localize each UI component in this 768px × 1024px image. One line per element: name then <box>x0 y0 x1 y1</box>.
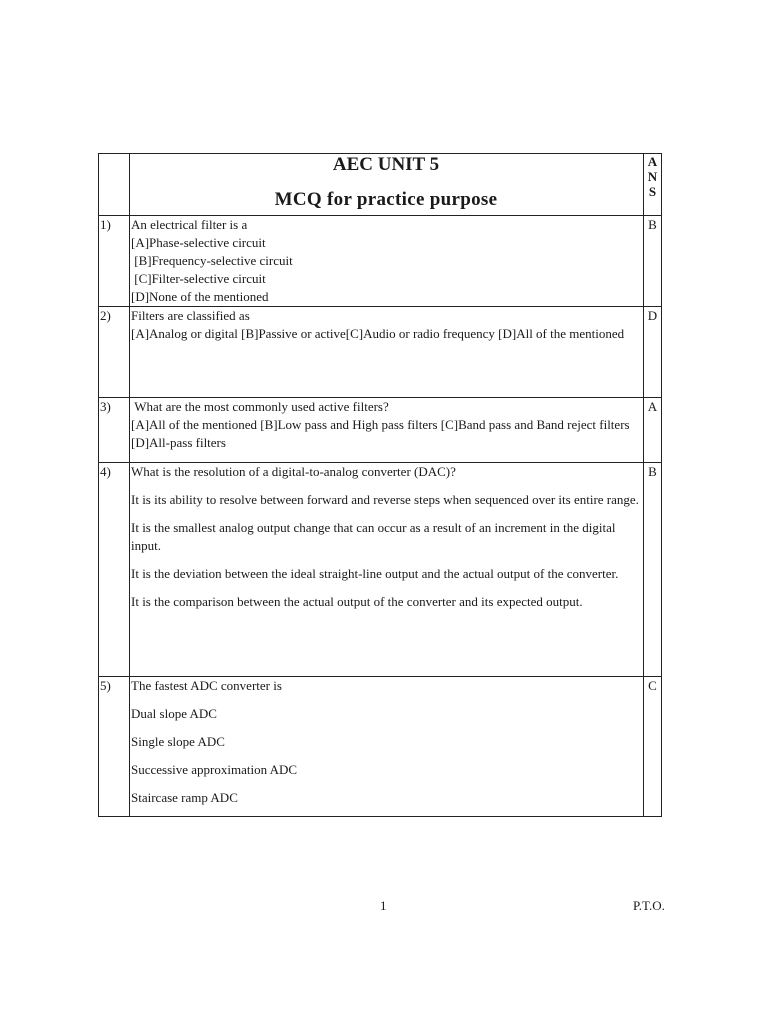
question-line: What are the most commonly used active filters? <box>131 399 389 414</box>
mcq-table <box>98 153 662 817</box>
question-text <box>130 216 644 307</box>
question-number: 2) <box>99 307 130 398</box>
ans-header-letter: N <box>647 169 658 184</box>
option-text: It is the deviation between the ideal straight-line output and the actual output of the converter. <box>131 566 619 581</box>
question-row <box>99 463 662 677</box>
question-line: [B]Frequency-selective circuit <box>131 253 293 268</box>
ans-header-cell <box>644 154 662 216</box>
question-line: [A]Phase-selective circuit <box>131 235 266 250</box>
question-row <box>99 677 662 817</box>
page-number: 1 <box>380 898 387 913</box>
question-line: An electrical filter is a <box>131 217 248 232</box>
answer-cell: B <box>644 463 662 677</box>
question-line: [A]All of the mentioned [B]Low pass and High pass filters [C]Band pass and Band reject filters [D]All-pass filters <box>131 417 633 450</box>
option-text: Staircase ramp ADC <box>131 790 238 805</box>
question-number: 3) <box>99 398 130 463</box>
question-text <box>130 463 644 677</box>
table-header-row <box>99 154 662 216</box>
question-number: 1) <box>99 216 130 307</box>
question-line: The fastest ADC converter is <box>131 678 282 693</box>
question-line: [A]Analog or digital [B]Passive or active[C]Audio or radio frequency [D]All of the mentioned <box>131 326 625 341</box>
answer-cell: B <box>644 216 662 307</box>
document-subtitle: MCQ for practice purpose <box>274 189 498 210</box>
question-line: What is the resolution of a digital-to-analog converter (DAC)? <box>131 464 456 479</box>
option-text: Dual slope ADC <box>131 706 217 721</box>
question-line: [C]Filter-selective circuit <box>131 271 266 286</box>
question-text <box>130 307 644 398</box>
document-title: AEC UNIT 5 <box>332 154 440 175</box>
ans-header-letter: A <box>647 154 658 169</box>
question-line: Filters are classified as <box>131 308 250 323</box>
option-text: Successive approximation ADC <box>131 762 298 777</box>
pto-label: P.T.O. <box>633 898 665 913</box>
option-text: Single slope ADC <box>131 734 225 749</box>
answer-cell: D <box>644 307 662 398</box>
question-row <box>99 216 662 307</box>
question-number: 5) <box>99 677 130 817</box>
option-text: It is the comparison between the actual output of the converter and its expected output. <box>131 594 583 609</box>
question-text <box>130 398 644 463</box>
header-title-cell <box>130 154 644 216</box>
question-row <box>99 398 662 463</box>
option-text: It is its ability to resolve between forward and reverse steps when sequenced over its entire range. <box>131 492 639 507</box>
question-row <box>99 307 662 398</box>
question-number: 4) <box>99 463 130 677</box>
question-text <box>130 677 644 817</box>
header-num-cell <box>99 154 130 216</box>
ans-header-letter: S <box>648 184 657 199</box>
answer-cell: C <box>644 677 662 817</box>
answer-cell: A <box>644 398 662 463</box>
question-line: [D]None of the mentioned <box>131 289 269 304</box>
option-text: It is the smallest analog output change that can occur as a result of an increment in the digital input. <box>131 520 619 553</box>
